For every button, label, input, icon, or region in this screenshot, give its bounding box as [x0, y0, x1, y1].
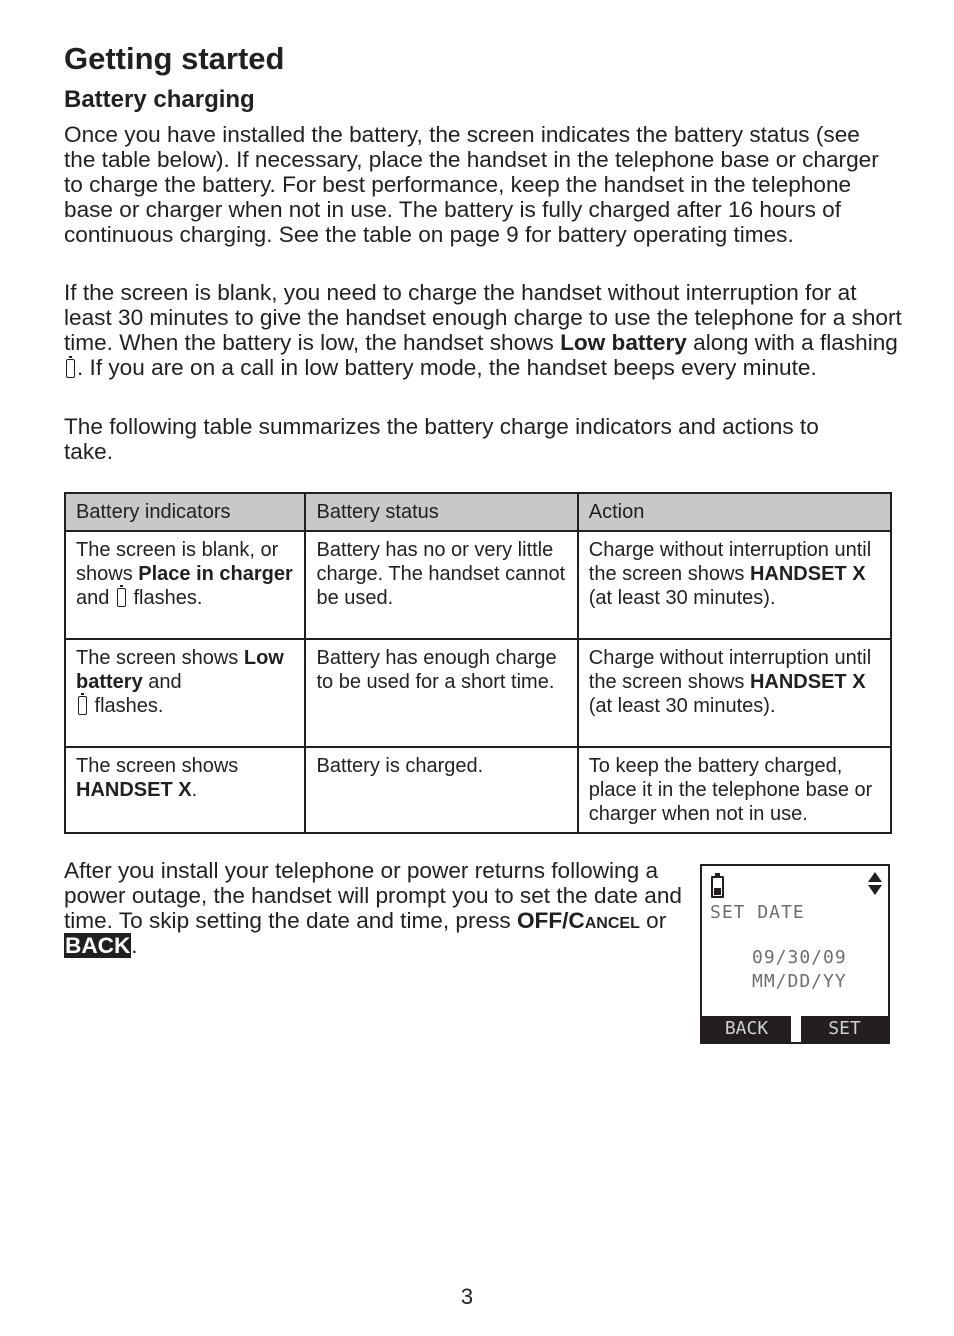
set-date-paragraph [64, 858, 684, 958]
status-cell: Battery has enough charge to be used for a short time. [305, 639, 577, 747]
screen-date-value: 09/30/09 [752, 947, 847, 968]
text-span: . If you are on a call in low battery mode, the handset beeps every minute. [77, 355, 817, 380]
text-span: Charge without interruption until the screen shows [588, 647, 872, 693]
blank-screen-paragraph [64, 280, 904, 380]
battery-low-icon [711, 876, 724, 898]
bold-text: Low battery [76, 647, 284, 693]
column-header-indicators: Battery indicators [65, 493, 305, 531]
text-span: The screen shows [76, 647, 244, 669]
text-span: (at least 30 minutes). [588, 587, 776, 609]
text-span: and [76, 587, 115, 609]
battery-icon [117, 588, 126, 607]
action-cell: To keep the battery charged, place it in the telephone base or charger when not in use. [578, 747, 891, 833]
table-row [65, 639, 891, 747]
page-heading: Getting started [64, 41, 285, 76]
softkey-back: BACK [702, 1016, 791, 1042]
text-span: flashes. [127, 587, 203, 609]
bold-text: HANDSET X [76, 779, 192, 801]
screen-date-format: MM/DD/YY [752, 971, 847, 992]
handset-screen-illustration [700, 864, 890, 1044]
page-number: 3 [460, 1284, 474, 1309]
indicator-cell [65, 639, 305, 747]
text-span: . [131, 933, 138, 958]
text-span: Charge without interruption until the screen shows [588, 539, 872, 585]
action-cell [578, 531, 891, 639]
section-heading: Battery charging [64, 86, 255, 113]
column-header-action: Action [578, 493, 891, 531]
table-header-row [65, 493, 891, 531]
bold-text: Place in charger [138, 563, 293, 585]
scroll-down-arrow-icon [868, 885, 882, 895]
text-span: After you install your telephone or power returns following a power outage, the handset will prompt you to set the date and time. To skip setting the date and time, press [64, 858, 682, 933]
scroll-up-arrow-icon [868, 872, 882, 882]
cancel-key-label: Cancel [568, 908, 640, 933]
table-row [65, 747, 891, 833]
text-span: along with a flashing [686, 330, 898, 355]
text-span: If the screen is blank, you need to charge the handset without interruption for at least 30 minutes to give the handset enough charge to use the telephone for a short time. When the battery is low, the handset shows [64, 280, 902, 355]
action-cell [578, 639, 891, 747]
low-battery-label: Low battery [560, 330, 687, 355]
text-span: flashes. [89, 695, 164, 717]
text-span: and [142, 671, 182, 693]
battery-indicator-table [64, 492, 892, 834]
text-span: The screen shows [76, 755, 239, 777]
screen-title: SET DATE [710, 902, 805, 923]
scroll-arrows [868, 872, 882, 896]
table-row [65, 531, 891, 639]
column-header-status: Battery status [305, 493, 577, 531]
status-cell: Battery has no or very little charge. The handset cannot be used. [305, 531, 577, 639]
softkey-set: SET [801, 1016, 888, 1042]
battery-icon [78, 696, 87, 715]
indicator-cell [65, 747, 305, 833]
text-span: . [191, 779, 198, 801]
battery-icon [66, 359, 75, 378]
text-span: (at least 30 minutes). [588, 695, 776, 717]
text-span: The screen is blank, or shows [76, 539, 279, 585]
off-key-label: OFF/ [516, 908, 569, 933]
bold-text: HANDSET X [749, 671, 866, 693]
text-span: or [639, 908, 667, 933]
status-cell: Battery is charged. [305, 747, 577, 833]
table-intro-paragraph: The following table summarizes the battery charge indicators and actions to take. [64, 414, 819, 464]
intro-paragraph: Once you have installed the battery, the screen indicates the battery status (see the table below). If necessary, place the handset in the telephone base or charger to charge the battery. For best performance, keep the handset in the telephone base or charger when not in use. The battery is fully charged after 16 hours of continuous charging. See the table on page 9 for battery operating times. [64, 122, 879, 247]
bold-text: HANDSET X [749, 563, 866, 585]
back-key-label: BACK [65, 933, 131, 958]
indicator-cell [65, 531, 305, 639]
